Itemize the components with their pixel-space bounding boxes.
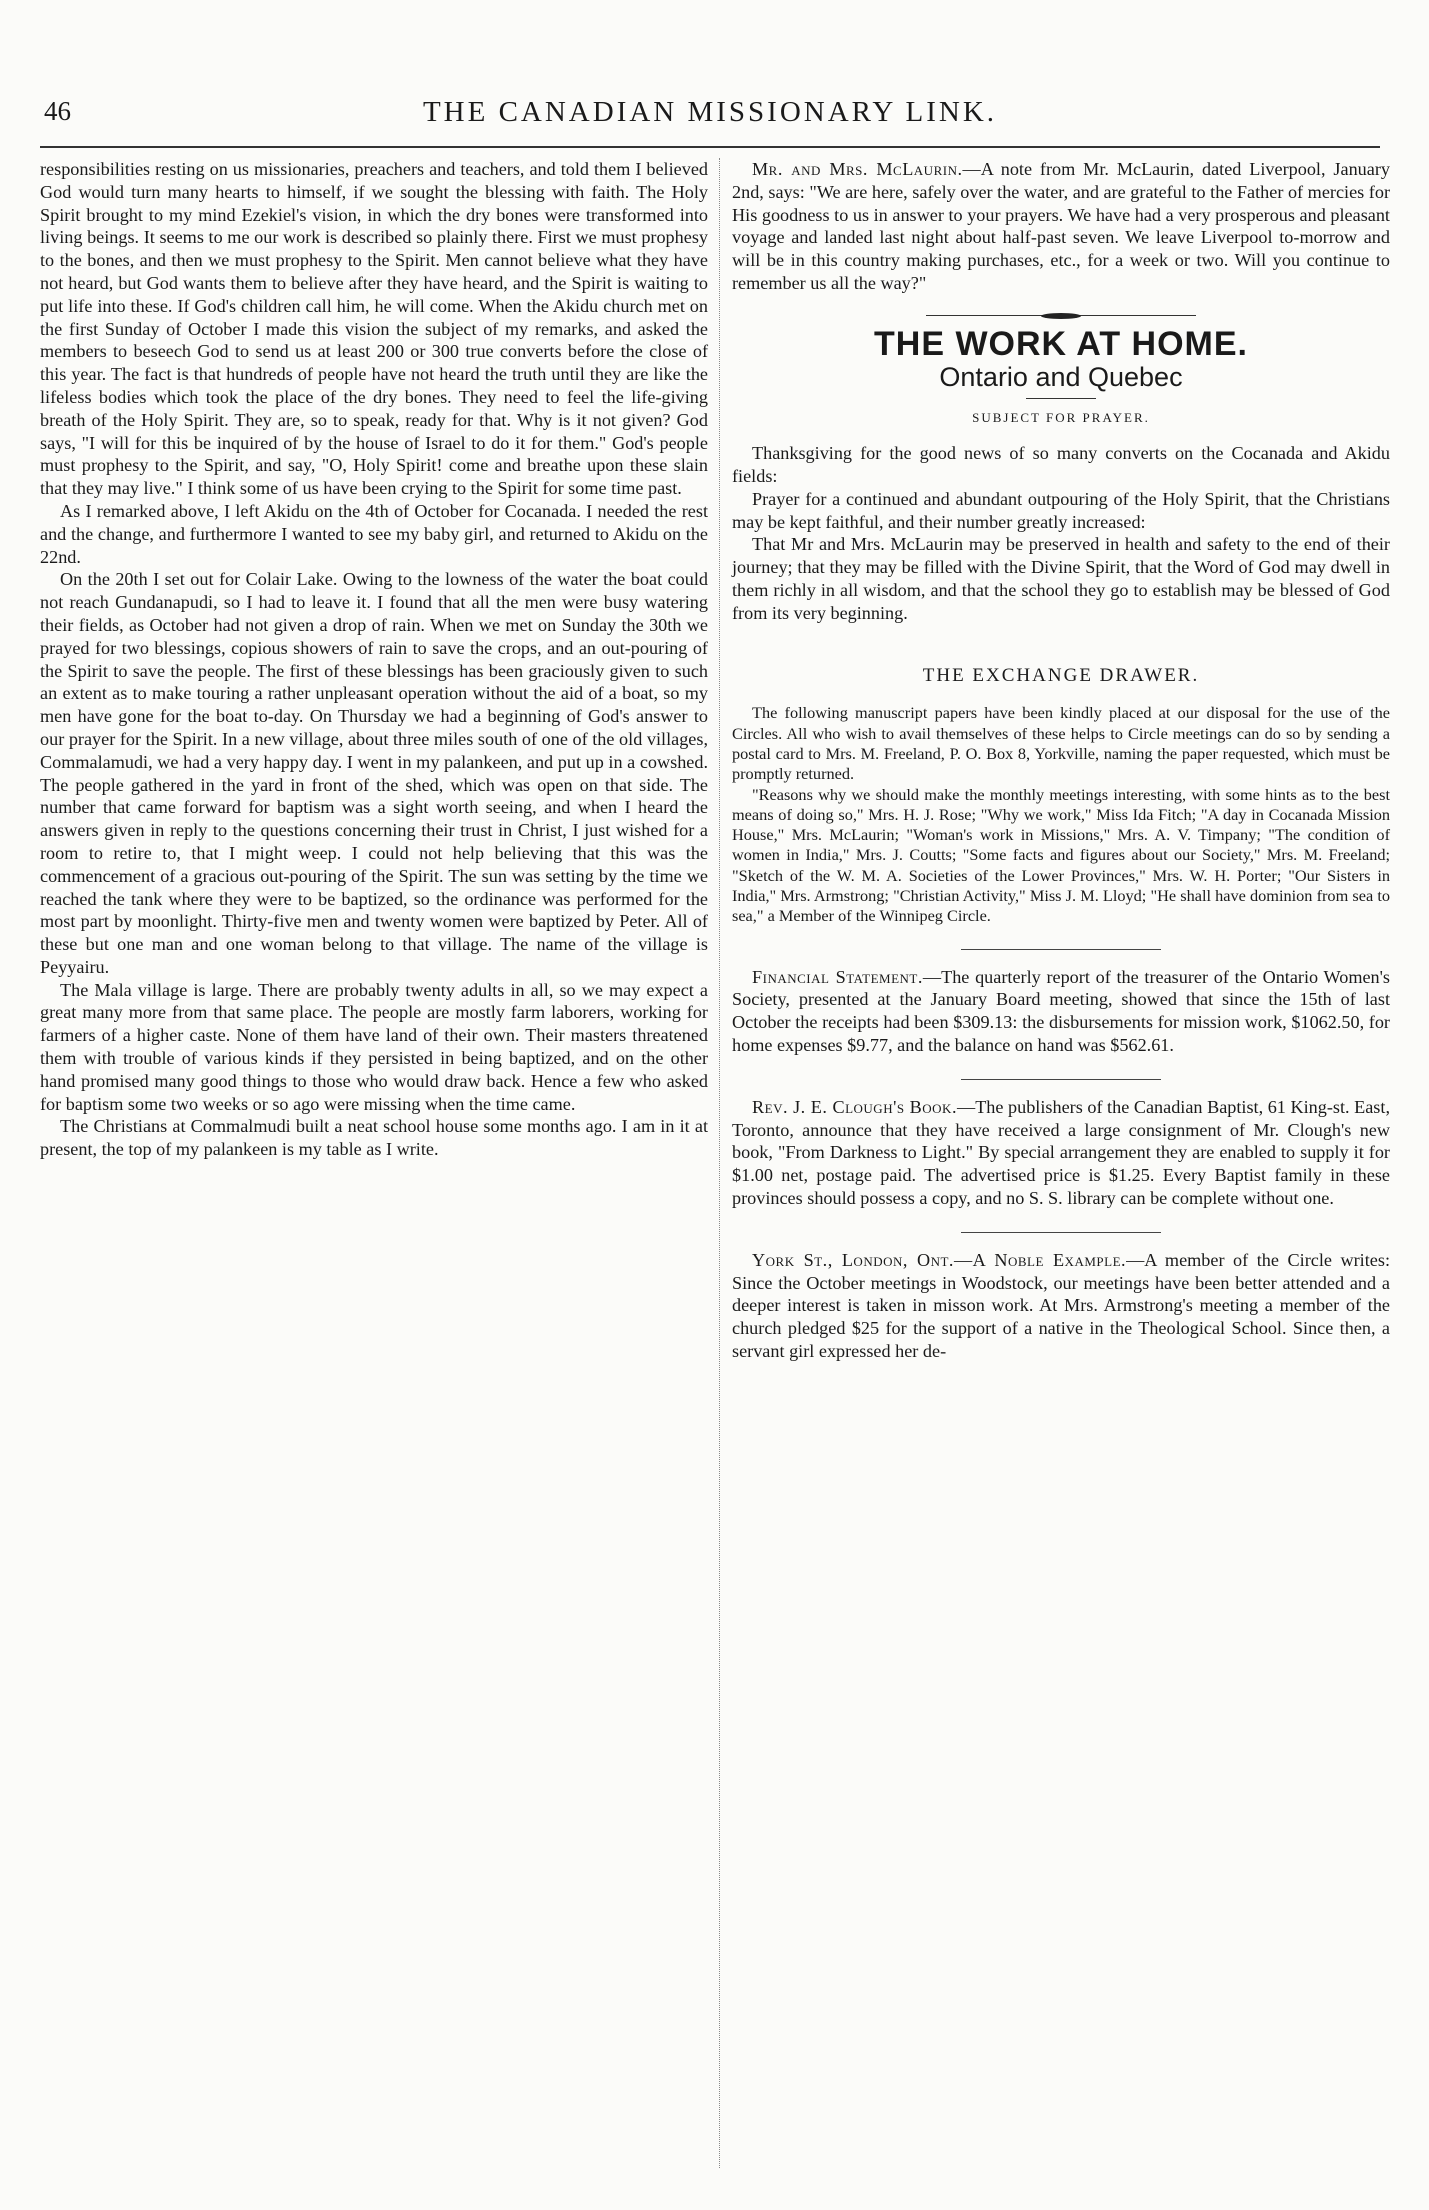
- clough-notice: [732, 1096, 1390, 1210]
- exchange-list: "Reasons why we should make the monthly meetings interesting, with some hints as to the best means of doing so," Mrs. H. J. Rose; "Why we work," Miss Ida Fitch; "A day in Cocanada Mission House," Mrs. McLaurin; "Woman's work in Missions," Mrs. A. V. Timpany; "The condition of women in India," Mrs. J. Coutts; "Some facts and figures about our Society," Mrs. M. Freeland; "Sketch of the W. M. A. Societies of the Lower Provinces," Mrs. W. H. Porter; "Our Sisters in India," Mrs. Armstrong; "Christian Activity," Miss J. M. Lloyd; "He shall have dominion from sea to sea," a Member of the Winnipeg Circle.: [732, 784, 1390, 926]
- section-rule: [961, 949, 1161, 950]
- header-rule: [40, 146, 1380, 148]
- article-paragraph: On the 20th I set out for Colair Lake. Owing to the lowness of the water the boat could not reach Gundanapudi, so I had to leave it. I found that all the men were busy watering their fields, as October had not given a drop of rain. When we met on Sunday the 30th we prayed for two blessings, copious showers of rain to save the crops, and an out-pouring of the Spirit to save the people. The first of these blessings has been graciously given to such an extent as to make touring a rather unpleasant operation without the aid of a boat, so my men have gone for the boat to-day. On Thursday we had a beginning of God's answer to our prayer for the Spirit. In a new village, about three miles south of one of the old villages, Commalamudi, we had a very happy day. I went in my palankeen, and put up in a cowshed. The people gathered in the yard in front of the shed, which was open on that side. The number that came forward for baptism was a sight worth seeing, and when I heard the answers given in reply to the questions concerning their trust in Christ, I just wished for a room to retire to, that I might weep. I could not help believing that this was the commencement of a gracious out-pouring of the Spirit. The sun was setting by the time we reached the tank where they were to be baptized, so the ordinance was performed for the most part by moonlight. Thirty-five men and twenty women were baptized by Peter. All of these but one man and one woman belong to that village. The name of the village is Peyyairu.: [40, 569, 708, 977]
- subsection-heading: Ontario and Quebec: [939, 361, 1183, 392]
- page-number: 46: [44, 96, 71, 126]
- prayer-item: Thanksgiving for the good news of so many converts on the Cocanada and Akidu fields:: [732, 443, 1390, 486]
- column-divider: [719, 158, 720, 2168]
- article-paragraph: responsibilities resting on us missionaries, preachers and teachers, and told them I believed God would turn many hearts to himself, if we sought the blessing with faith. The Holy Spirit brought to my mind Ezekiel's vision, in which the dry bones were transformed into living beings. It seems to me our work is described so plainly there. First we must prophesy to the bones, and then we must prophesy to the Spirit. Men cannot believe what they have not heard, but God wants them to believe after they have heard, and the Spirit is waiting to put life into these. If God's children call him, he will come. When the Akidu church met on the first Sunday of October I made this vision the subject of my remarks, and asked the members to beseech God to send us at least 200 or 300 true converts before the close of this year. The fact is that hundreds of people have not heard the truth until they are like the lifeless bodies which took the place of the dry bones. They need to feel the life-giving breath of the Holy Spirit. They are, so to speak, ready for that. Why is it not given? God says, "I will for this be inquired of by the house of Israel to do it for them." God's people must prophesy to the Spirit, and say, "O, Holy Spirit! come and breathe upon these slain that they may live." I think some of us have been crying to the Spirit for some time past.: [40, 159, 708, 499]
- clough-text: —The publishers of the Canadian Baptist, 61 King-st. East, Toronto, announce that they have received a large consignment of Mr. Clough's new book, "From Darkness to Light." By special arrangement they are enabled to supply it for $1.00 net, postage paid. The advertised price is $1.25. Every Baptist family in these provinces should possess a copy, and no S. S. library can be complete without one.: [732, 1096, 1390, 1208]
- section-rule: [961, 1079, 1161, 1080]
- prayer-item: Prayer for a continued and abundant outpouring of the Holy Spirit, that the Christians may be kept faithful, and their number greatly increased:: [732, 488, 1390, 532]
- left-column: [40, 158, 708, 1161]
- decorative-rule: [926, 313, 1196, 319]
- financial-text: —The quarterly report of the treasurer of the Ontario Women's Society, presented at the January Board meeting, showed that since the 15th of last October the receipts had been $309.13: the disbursements for mission work, $1062.50, for home expenses $9.77, and the balance on hand was $562.61.: [732, 966, 1390, 1055]
- short-rule: [1026, 398, 1096, 399]
- financial-statement: [732, 966, 1390, 1057]
- page-header: [40, 96, 1380, 140]
- article-paragraph: As I remarked above, I left Akidu on the 4th of October for Cocanada. I needed the rest and the change, and furthermore I wanted to see my baby girl, and returned to Akidu on the 22nd.: [40, 500, 708, 567]
- section-rule: [961, 1232, 1161, 1233]
- york-text: —A member of the Circle writes: Since the October meetings in Woodstock, our meetings have been better attended and a deeper interest is taken in misson work. At Mrs. Armstrong's meeting a member of the church pledged $25 for the support of a native in the Theological School. Since then, a servant girl expressed her de-: [732, 1249, 1390, 1361]
- clough-lead: Rev. J. E. Clough's Book.: [752, 1096, 957, 1117]
- exchange-text: The following manuscript papers have been kindly placed at our disposal for the use of the Circles. All who wish to avail themselves of these helps to Circle meetings can do so by sending a postal card to Mrs. M. Freeland, P. O. Box 8, Yorkville, naming the paper requested, which must be promptly returned.: [732, 703, 1390, 784]
- mclaurin-lead: Mr. and Mrs. McLaurin.: [752, 159, 963, 179]
- page-title: THE CANADIAN MISSIONARY LINK.: [422, 96, 998, 128]
- york-lead: York St., London, Ont.—A Noble Example.: [752, 1249, 1127, 1270]
- mclaurin-note: [732, 158, 1390, 295]
- mclaurin-text: —A note from Mr. McLaurin, dated Liverpool, January 2nd, says: "We are here, safely over the water, and are grateful to the Father of mercies for His goodness to us in answer to your prayers. We have had a very prosperous and pleasant voyage and landed last night about half-past seven. We leave Liverpool to-morrow and will be in this country making purchases, etc., for a week or two. Will you continue to remember us all the way?": [732, 159, 1390, 293]
- exchange-heading: THE EXCHANGE DRAWER.: [922, 664, 1200, 686]
- right-column: [732, 158, 1390, 1363]
- prayer-item: That Mr and Mrs. McLaurin may be preserved in health and safety to the end of their journey; that they may be filled with the Divine Spirit, that the Word of God may dwell in them richly in all wisdom, and that the school they go to establish may be blessed of God from its very beginning.: [732, 534, 1390, 623]
- section-heading: THE WORK AT HOME.: [874, 324, 1248, 363]
- article-paragraph: The Mala village is large. There are probably twenty adults in all, so we may expect a great many more from that same place. The people are mostly farm laborers, working for farmers of a higher caste. None of them have land of their own. Their masters threatened them with trouble of various kinds if they persisted in being baptized, and on the other hand promised many good things to those who would draw back. Hence a few who asked for baptism some two weeks or so ago were missing when the time came.: [40, 979, 708, 1114]
- prayer-heading: SUBJECT FOR PRAYER.: [972, 410, 1150, 426]
- article-paragraph: The Christians at Commalmudi built a neat school house some months ago. I am in it at present, the top of my palankeen is my table as I write.: [40, 1116, 708, 1160]
- york-notice: [732, 1249, 1390, 1363]
- financial-lead: Financial Statement.: [752, 966, 923, 987]
